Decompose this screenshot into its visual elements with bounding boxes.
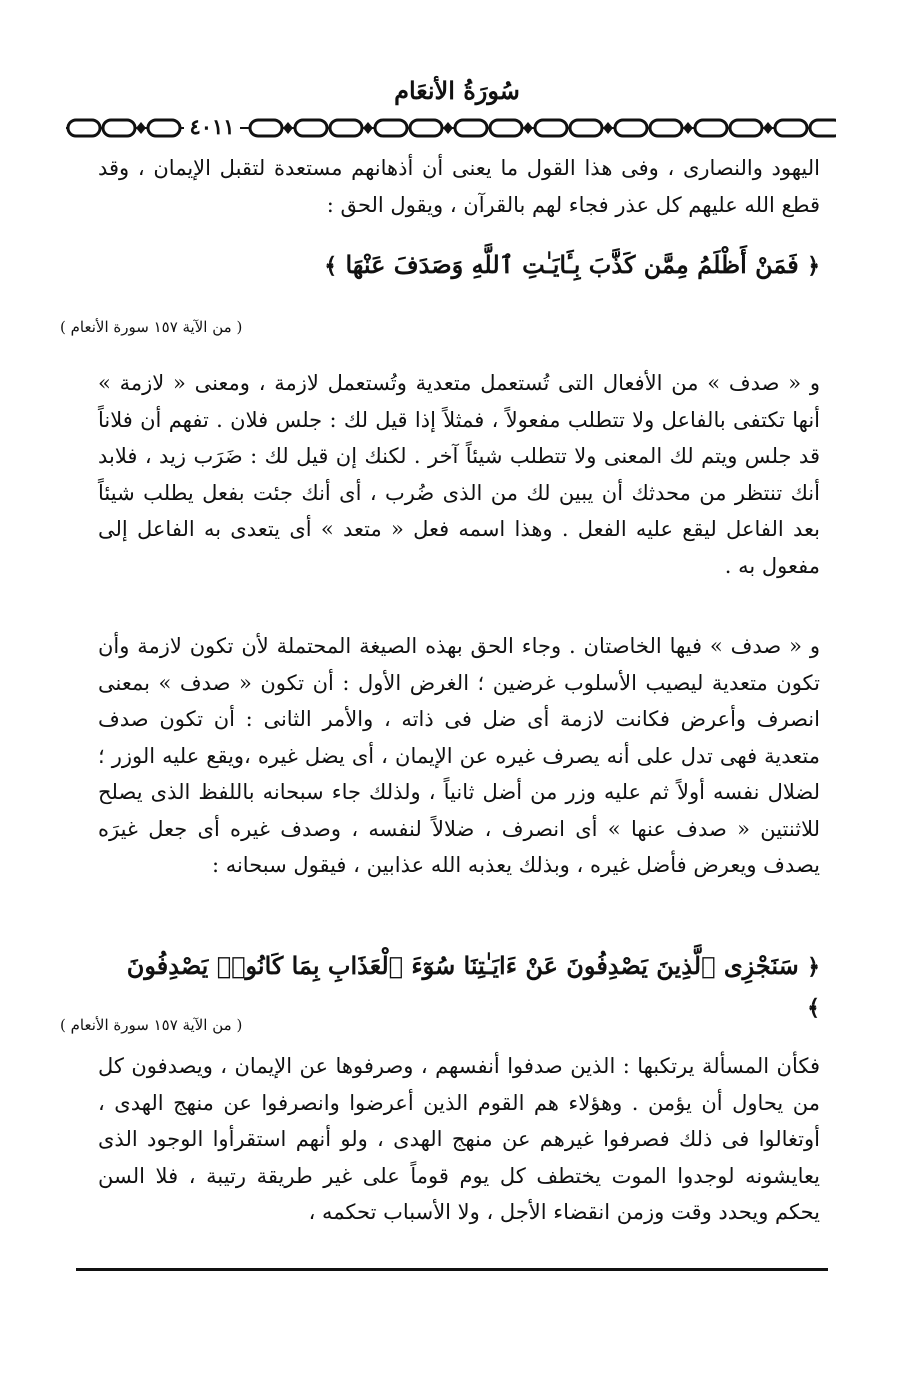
bottom-divider bbox=[76, 1268, 828, 1271]
verse-open-bracket: ﴿ bbox=[807, 253, 820, 279]
verse-reference-2: ( من الآية ١٥٧ سورة الأنعام ) bbox=[60, 1016, 243, 1034]
verse-open-bracket: ﴿ bbox=[807, 954, 820, 980]
verse-close-bracket: ﴾ bbox=[324, 253, 338, 279]
paragraph-2: و « صدف » من الأفعال التى تُستعمل متعدية وتُستعمل لازمة ، ومعنى « لازمة » أنها تكتفى بالفاعل ولا تتطلب مفعولاً ، فمثلاً إذا قيل لك : جلس فلان . تفهم أن فلاناً قد جلس ويتم لك المعنى ولا تتطلب شيئاً آخر . لكنك إن قيل لك : ضَرَب زيد ، فلابد أنك تنتظر من محدثك أن يبين لك من الذى ضُرب ، أى أنك جئت بفعل يطلب شيئاً بعد الفاعل ليقع عليه الفعل . وهذا اسمه فعل « متعد » أى يتعدى به الفاعل إلى مفعول به . bbox=[98, 371, 820, 578]
ornamental-header-border bbox=[64, 114, 836, 142]
surah-title: سُورَةُ الأنعَام bbox=[394, 76, 520, 105]
quran-verse-1 bbox=[120, 245, 820, 286]
paragraph-1: اليهود والنصارى ، وفى هذا القول ما يعنى أن أذهانهم مستعدة لتقبل الإيمان ، وقد قطع الله عليهم كل عذر فجاء لهم بالقرآن ، ويقول الحق : bbox=[98, 156, 820, 217]
verse-text: سَنَجْزِى ٱلَّذِينَ يَصْدِفُونَ عَنْ ءَايَـٰتِنَا سُوٓءَ ٱلْعَذَابِ بِمَا كَانُوا۟ يَصْدِفُونَ bbox=[126, 951, 799, 980]
chain-ornament-icon bbox=[64, 114, 836, 142]
verse-reference-1: ( من الآية ١٥٧ سورة الأنعام ) bbox=[60, 318, 243, 336]
verse-text: فَمَنْ أَظْلَمُ مِمَّن كَذَّبَ بِـَٔايَـٰتِ ٱللَّهِ وَصَدَفَ عَنْهَا bbox=[345, 250, 799, 279]
verse-close-bracket: ﴾ bbox=[807, 995, 820, 1021]
page-number: ٤٠١١ bbox=[184, 115, 240, 139]
paragraph-4: فكأن المسألة يرتكبها : الذين صدفوا أنفسهم ، وصرفوها عن الإيمان ، ويصدفون كل من يحاول أن يؤمن . وهؤلاء هم القوم الذين أعرضوا وانصرفوا عن منهج الهدى ، أوتغالوا فى ذلك فصرفوا غيرهم عن منهج الهدى ، ولو أنهم استقرأوا الوجود الذى يعايشونه لوجدوا الموت يختطف كل يوم قوماً على غير طريقة رتيبة ، فلا السن يحكم ويحدد وقت وزمن انقضاء الأجل ، ولا الأسباب تحكمه ، bbox=[98, 1054, 820, 1224]
paragraph-3: و « صدف » فيها الخاصتان . وجاء الحق بهذه الصيغة المحتملة لأن تكون لازمة وأن تكون متعدية ليصيب الأسلوب غرضين ؛ الغرض الأول : أن تكون « صدف » بمعنى انصرف وأعرض فكانت لازمة أى ضل فى ذاته ، والأمر الثانى : أن تكون صدف متعدية فهى تدل على أنه يصرف غيره عن الإيمان ، أى يضل غيره ،ويقع عليه الوزر ؛ لضلال نفسه أولاً ثم عليه وزر من أضل ثانياً ، ولذلك جاء سبحانه باللفظ الذى يصلح للاثنتين « صدف عنها » أى انصرف ، ضلالاً لنفسه ، وصدف غيره أى جعل غيرَه يصدف ويعرض فأضل غيره ، وبذلك يعذبه الله عذابين ، فيقول سبحانه : bbox=[98, 634, 820, 877]
